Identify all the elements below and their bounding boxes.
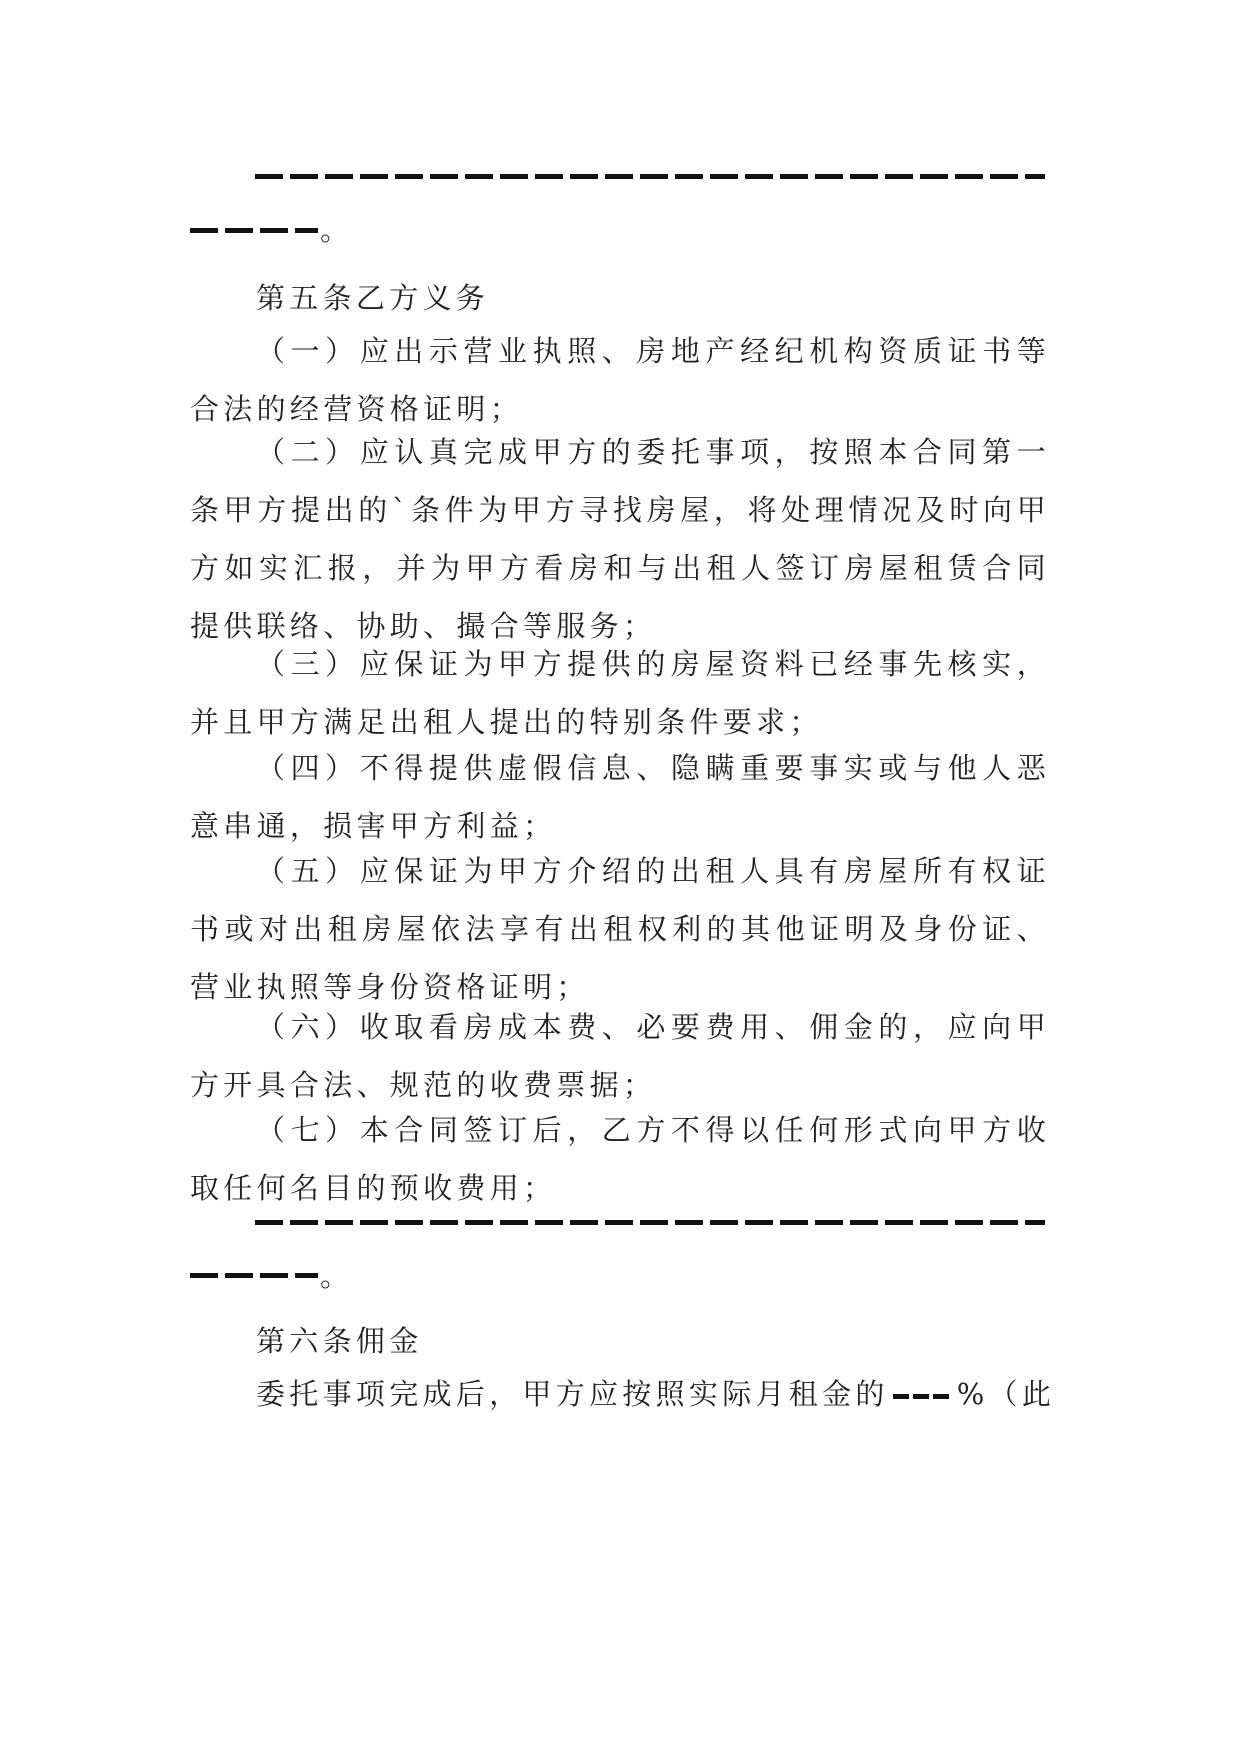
blank-line-period: 。	[320, 213, 350, 247]
clause-1: （一）应出示营业执照、房地产经纪机构资质证书等合法的经营资格证明；	[190, 334, 1050, 426]
clause-7: （七）本合同签订后，乙方不得以任何形式向甲方收取任何名目的预收费用；	[190, 1113, 1050, 1205]
commission-text-prefix: 委托事项完成后，甲方应按照实际月租金的	[256, 1377, 889, 1411]
blank-line-2-period: 。	[320, 1259, 350, 1293]
clause-4: （四）不得提供虚假信息、隐瞒重要事实或与他人恶意串通，损害甲方利益；	[190, 751, 1050, 843]
clause-6: （六）收取看房成本费、必要费用、佣金的，应向甲方开具合法、规范的收费票据；	[190, 1010, 1050, 1102]
clause-5: （五）应保证为甲方介绍的出租人具有房屋所有权证书或对出租房屋依法享有出租权利的其他证明及身份证、营业执照等身份资格证明；	[190, 854, 1050, 1004]
fill-in-blank-line-2-continuation	[190, 1273, 318, 1278]
fill-in-blank-line-2	[255, 1220, 1045, 1225]
commission-text-suffix: %（此	[956, 1377, 1056, 1411]
clause-3: （三）应保证为甲方提供的房屋资料已经事先核实，并且甲方满足出租人提出的特别条件要求；	[190, 647, 1050, 739]
article-6-title: 第六条佣金	[256, 1324, 423, 1358]
fill-in-blank-line-continuation	[190, 228, 318, 233]
clause-2: （二）应认真完成甲方的委托事项，按照本合同第一条甲方提出的`条件为甲方寻找房屋，将处理情况及时向甲方如实汇报，并为甲方看房和与出租人签订房屋租赁合同提供联络、协助、撮合等服务；	[190, 435, 1050, 643]
fill-in-blank-line	[255, 174, 1045, 179]
commission-line	[256, 1365, 1116, 1423]
article-5-title: 第五条乙方义务	[256, 281, 490, 315]
percentage-blank	[893, 1394, 953, 1399]
